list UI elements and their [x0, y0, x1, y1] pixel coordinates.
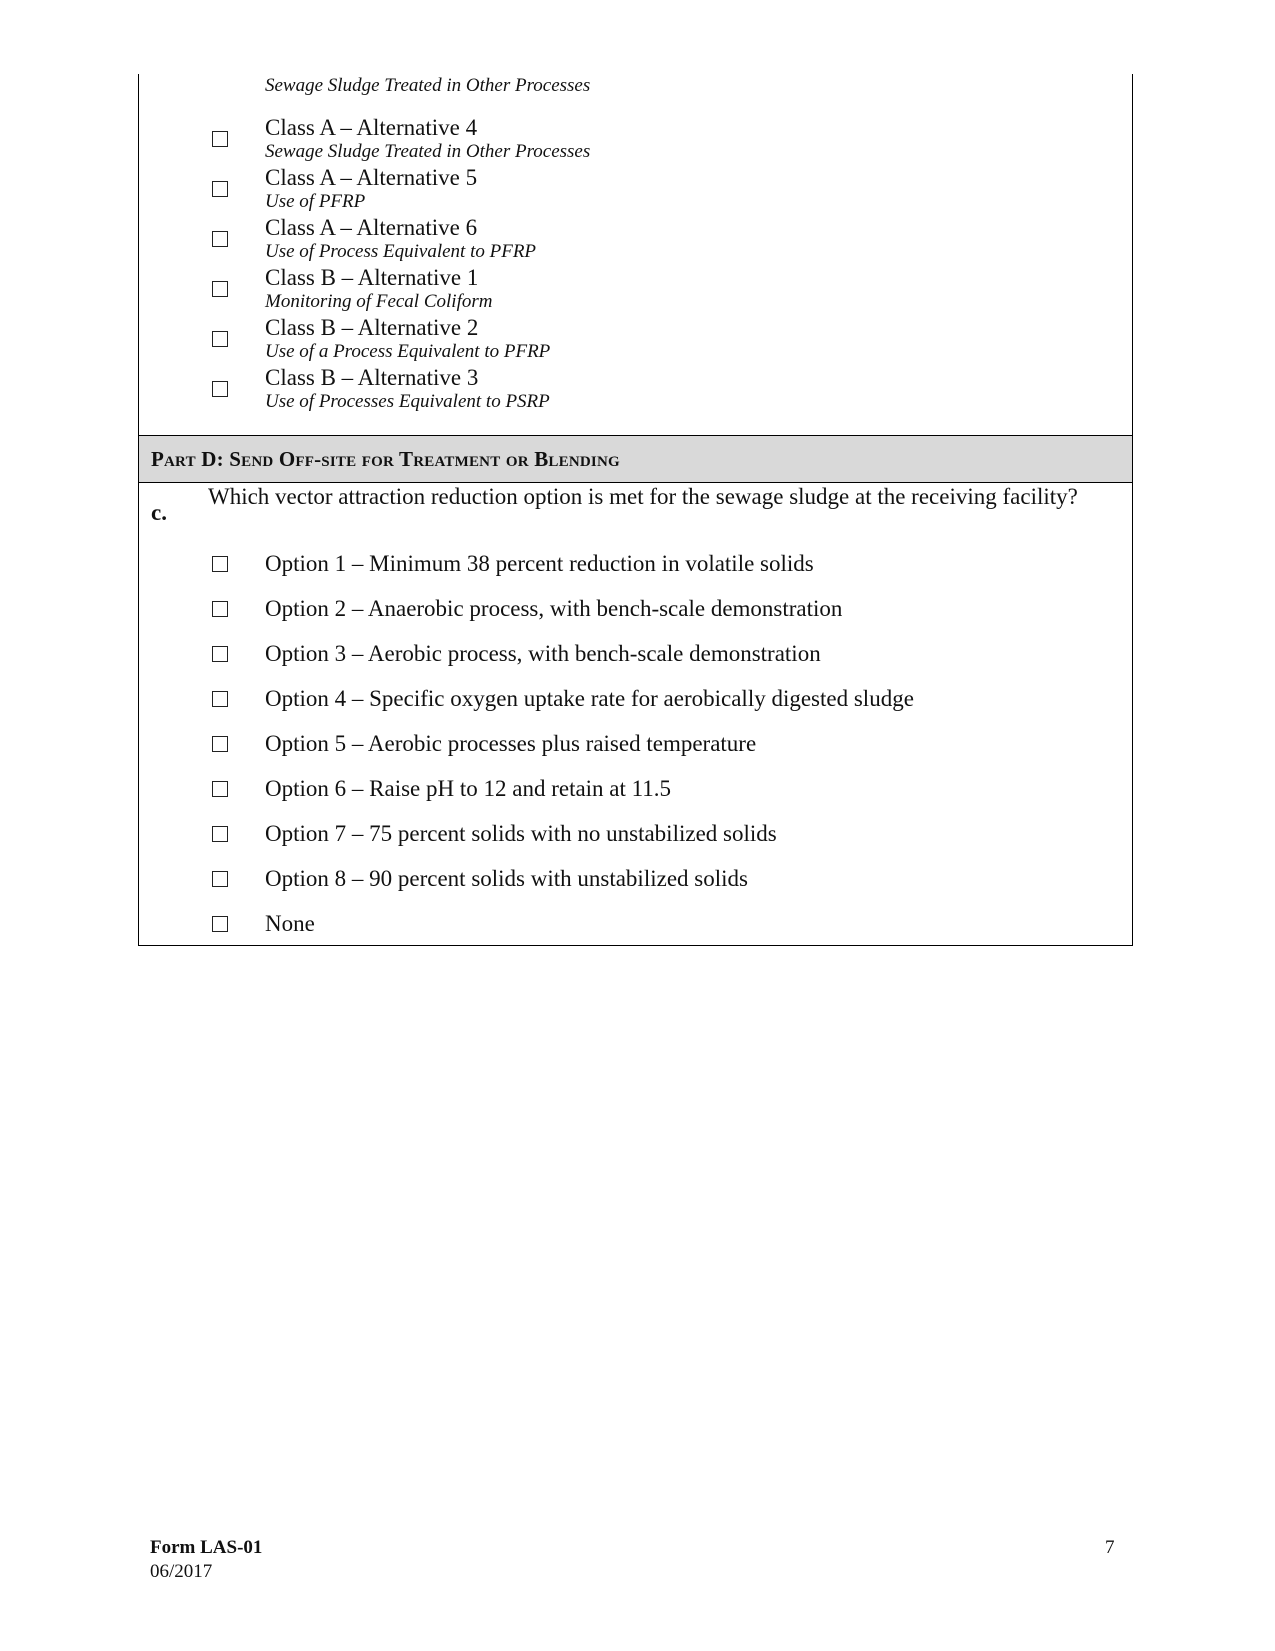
- alternative-subtitle: Use of PFRP: [265, 191, 366, 212]
- continued-subtitle: Sewage Sludge Treated in Other Processes: [265, 75, 591, 96]
- footer-form-name: Form LAS-01: [150, 1537, 263, 1558]
- question-text: Which vector attraction reduction option is met for the sewage sludge at the receiving facility?: [208, 484, 1078, 509]
- checkbox-option-1[interactable]: [212, 556, 228, 572]
- option-row: [139, 773, 1132, 813]
- checkbox-class-b-alt-3[interactable]: [212, 381, 228, 397]
- checkbox-option-5[interactable]: [212, 736, 228, 752]
- alternative-subtitle: Sewage Sludge Treated in Other Processes: [265, 141, 591, 162]
- option-row: [139, 593, 1132, 633]
- option-row: [139, 548, 1132, 588]
- option-label: Option 8 – 90 percent solids with unstabilized solids: [265, 866, 748, 891]
- checkbox-class-a-alt-5[interactable]: [212, 181, 228, 197]
- option-row: [139, 638, 1132, 678]
- option-row: [139, 728, 1132, 768]
- option-row: [139, 818, 1132, 858]
- option-label: Option 6 – Raise pH to 12 and retain at 11.5: [265, 776, 672, 801]
- alternative-subtitle: Use of Process Equivalent to PFRP: [265, 241, 537, 262]
- alternative-row: [139, 164, 1132, 216]
- alternative-title: Class B – Alternative 1: [265, 265, 479, 290]
- checkbox-option-8[interactable]: [212, 871, 228, 887]
- alternative-row: [139, 264, 1132, 316]
- alternative-row: [139, 114, 1132, 166]
- alternative-subtitle: Use of a Process Equivalent to PFRP: [265, 341, 551, 362]
- question-label: c.: [151, 500, 167, 525]
- part-c-continuation-box: [138, 74, 1133, 435]
- page-number: 7: [1105, 1537, 1115, 1558]
- option-label: Option 1 – Minimum 38 percent reduction in volatile solids: [265, 551, 814, 576]
- option-label: Option 3 – Aerobic process, with bench-scale demonstration: [265, 641, 821, 666]
- alternative-title: Class B – Alternative 2: [265, 315, 479, 340]
- option-label: Option 5 – Aerobic processes plus raised temperature: [265, 731, 757, 756]
- checkbox-option-7[interactable]: [212, 826, 228, 842]
- option-row: [139, 683, 1132, 723]
- option-row: [139, 863, 1132, 903]
- option-label: Option 7 – 75 percent solids with no unstabilized solids: [265, 821, 777, 846]
- footer-date: 06/2017: [150, 1561, 213, 1582]
- checkbox-class-a-alt-4[interactable]: [212, 131, 228, 147]
- option-label: None: [265, 911, 315, 936]
- alternative-subtitle: Monitoring of Fecal Coliform: [265, 291, 493, 312]
- option-label: Option 2 – Anaerobic process, with bench-scale demonstration: [265, 596, 843, 621]
- option-label: Option 4 – Specific oxygen uptake rate for aerobically digested sludge: [265, 686, 914, 711]
- option-row: [139, 908, 1132, 948]
- alternative-title: Class A – Alternative 6: [265, 215, 478, 240]
- checkbox-option-2[interactable]: [212, 601, 228, 617]
- alternative-title: Class A – Alternative 4: [265, 115, 478, 140]
- checkbox-class-b-alt-2[interactable]: [212, 331, 228, 347]
- checkbox-option-6[interactable]: [212, 781, 228, 797]
- checkbox-option-none[interactable]: [212, 916, 228, 932]
- alternative-row: [139, 214, 1132, 266]
- alternative-row: [139, 364, 1132, 416]
- alternative-title: Class B – Alternative 3: [265, 365, 479, 390]
- checkbox-class-b-alt-1[interactable]: [212, 281, 228, 297]
- checkbox-option-3[interactable]: [212, 646, 228, 662]
- part-d-header: [138, 435, 1133, 483]
- alternative-subtitle: Use of Processes Equivalent to PSRP: [265, 391, 550, 412]
- part-d-title: Part D: Send Off-site for Treatment or Blending: [151, 447, 620, 471]
- checkbox-class-a-alt-6[interactable]: [212, 231, 228, 247]
- alternative-title: Class A – Alternative 5: [265, 165, 478, 190]
- checkbox-option-4[interactable]: [212, 691, 228, 707]
- question-c-box: [138, 482, 1133, 946]
- alternative-row: [139, 314, 1132, 366]
